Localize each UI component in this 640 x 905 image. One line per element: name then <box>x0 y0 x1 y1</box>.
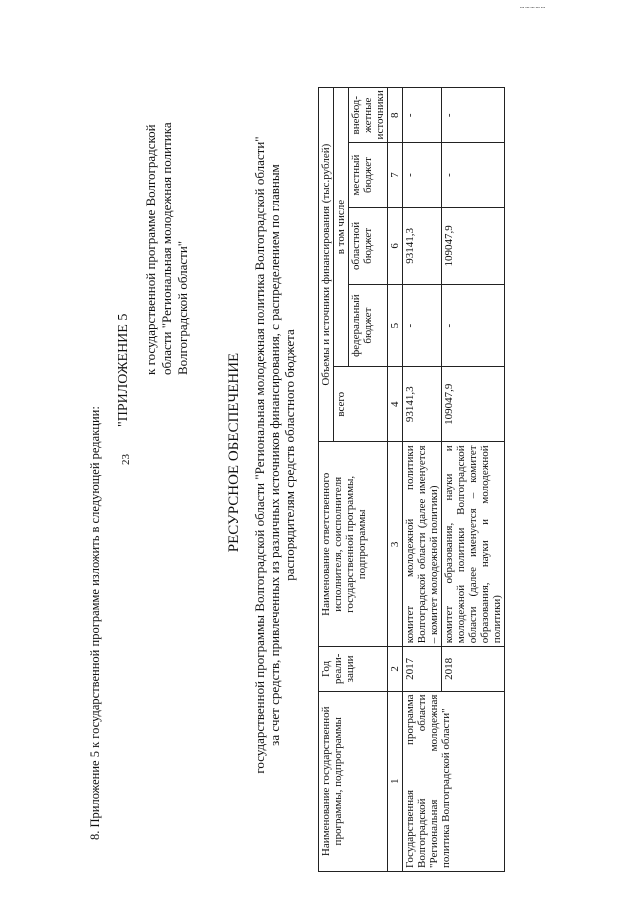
subheading-line: за счет средств, привлеченных из различных источников финансирования, с распределением по главным <box>267 164 282 746</box>
regional-cell: 93141,3 <box>403 207 442 285</box>
header-including: в том числе <box>334 88 349 367</box>
total-cell: 109047,9 <box>442 367 505 442</box>
executor-cell: комитет образования, науки и молодежной политики Волгоградской области (далее именуется – комитет образования, науки и молодежной политики) <box>442 442 505 647</box>
header-extra: внебюд-жетные источники <box>349 88 388 143</box>
program-name-cell: Государственная программа Волгоградской области "Региональная молодежная политика Волгоградской области" <box>403 691 505 871</box>
subheading-line: распорядителям средств областного бюджета <box>282 329 297 581</box>
header-funding: Объемы и источники финансирования (тыс.рублей) <box>319 88 334 442</box>
resource-table <box>318 87 505 872</box>
header-year: Год реали-зации <box>319 647 388 691</box>
header-total: всего <box>334 367 388 442</box>
column-number-row <box>388 88 403 872</box>
column-number: 8 <box>388 88 403 143</box>
executor-cell: комитет молодежной политики Волгоградской области (далее именуется – комитет молодежной политики) <box>403 442 442 647</box>
document-subheading <box>252 125 297 785</box>
subheading-line: государственной программы Волгоградской области "Региональная молодежная политика Волгоградской области" <box>252 136 267 774</box>
extra-cell: - <box>403 88 442 143</box>
appendix-reference-line: к государственной программе Волгоградской <box>143 124 158 375</box>
column-number: 2 <box>388 647 403 691</box>
federal-cell: - <box>403 285 442 367</box>
header-regional: областной бюджет <box>349 207 388 285</box>
column-number: 4 <box>388 367 403 442</box>
year-cell: 2017 <box>403 647 442 691</box>
column-number: 1 <box>388 691 403 871</box>
header-program-name: Наименование государственной программы, подпрограммы <box>319 691 388 871</box>
column-number: 7 <box>388 143 403 207</box>
header-federal: федеральный бюджет <box>349 285 388 367</box>
local-cell: - <box>403 143 442 207</box>
document-heading: РЕСУРСНОЕ ОБЕСПЕЧЕНИЕ <box>226 352 242 553</box>
column-number: 6 <box>388 207 403 285</box>
header-executor: Наименование ответственного исполнителя, соисполнителя государственной программы, подпрограммы <box>319 442 388 647</box>
appendix-reference-line: области "Региональная молодежная политика <box>159 122 174 375</box>
local-cell: - <box>442 143 505 207</box>
column-number: 3 <box>388 442 403 647</box>
scan-corner-mark: …………… <box>520 2 547 10</box>
total-cell: 93141,3 <box>403 367 442 442</box>
intro-text: 8. Приложение 5 к государственной программе изложить в следующей редакции: <box>88 406 102 840</box>
table-row <box>403 88 442 872</box>
regional-cell: 109047,9 <box>442 207 505 285</box>
appendix-reference-line: Волгоградской области" <box>175 240 190 375</box>
header-local: местный бюджет <box>349 143 388 207</box>
page-number: 23 <box>120 454 132 465</box>
extra-cell: - <box>442 88 505 143</box>
year-cell: 2018 <box>442 647 505 691</box>
appendix-reference <box>143 70 191 375</box>
column-number: 5 <box>388 285 403 367</box>
appendix-title: "ПРИЛОЖЕНИЕ 5 <box>116 313 131 427</box>
federal-cell: - <box>442 285 505 367</box>
